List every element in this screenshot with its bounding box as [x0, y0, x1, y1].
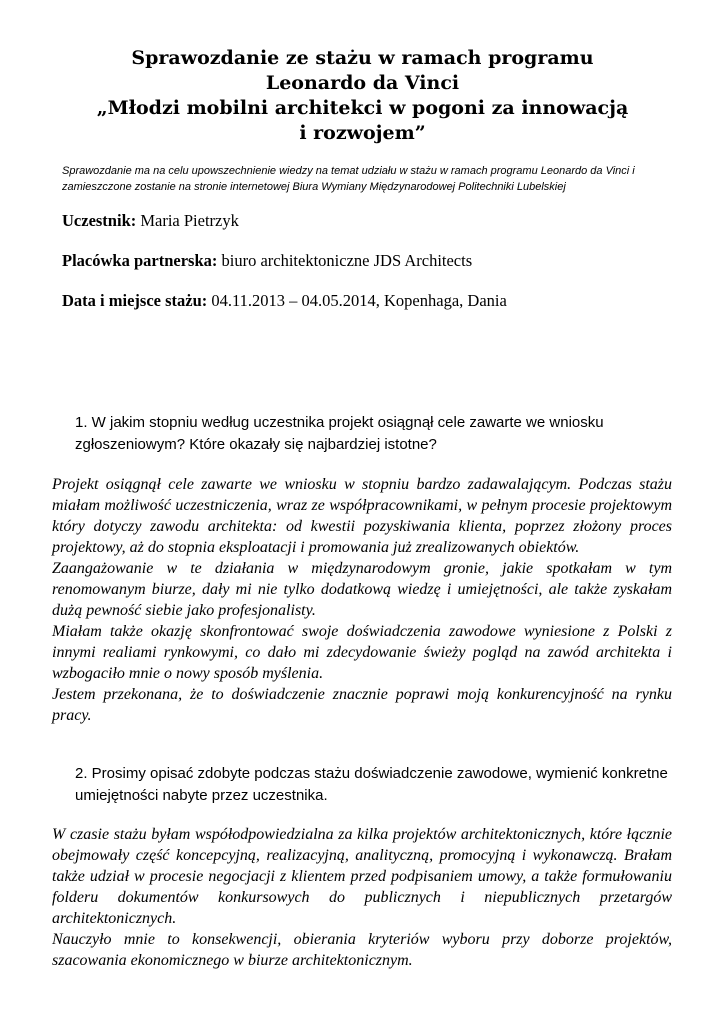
dates-value: 04.11.2013 – 04.05.2014, Kopenhaga, Dania	[207, 291, 507, 310]
answer-1-paragraph: Miałam także okazję skonfrontować swoje doświadczenia zawodowe wyniesione z Polski z innymi realiami rynkowymi, co dało mi zdecydowanie świeży pogląd na zawód architekta i wzbogaciło mnie o nowy sposób myślenia.	[52, 623, 672, 682]
answer-2	[52, 824, 672, 971]
question-2: 2. Prosimy opisać zdobyte podczas stażu doświadczenie zawodowe, wymienić konkretne umiejętności nabyte przez uczestnika.	[75, 765, 668, 804]
title-line-2: Leonardo da Vinci	[265, 72, 460, 94]
title-line-3: „Młodzi mobilni architekci w pogoni za innowacją	[96, 97, 629, 119]
answer-1-paragraph: Zaangażowanie w te działania w międzynarodowym gronie, jakie spotkałam w tym renomowanym biurze, dały mi nie tylko dodatkową wiedzę i umiejętności, ale także zyskałam dużą pewność siebie jako profesjonalisty.	[52, 560, 672, 619]
title-line-4: i rozwojem”	[299, 122, 426, 144]
title-line-1: Sprawozdanie ze stażu w ramach programu	[131, 47, 594, 69]
participant-field	[62, 211, 682, 231]
answer-1-paragraph: Projekt osiągnął cele zawarte we wniosku w stopniu bardzo zadawalającym. Podczas stażu miałam możliwość uczestniczenia, wraz ze współpracownikami, w pełnym procesie projektowym który dotyczy zawodu architekta: od kwestii pozyskiwania klienta, poprzez złożony proces projektowy, aż do stopnia eksploatacji i promowania już zrealizowanych obiektów.	[52, 476, 672, 556]
partner-label: Placówka partnerska:	[62, 251, 218, 270]
answer-2-paragraph: W czasie stażu byłam współodpowiedzialna za kilka projektów architektonicznych, które łącznie obejmowały część koncepcyjną, realizacyjną, analityczną, promocyjną i wykonawczą. Brałam także udział w procesie negocjacji z klientem przed podpisaniem umowy, a także formułowaniu folderu dokumentów konkursowych do publicznych i niepublicznych przetargów architektonicznych.	[52, 826, 672, 927]
participant-value: Maria Pietrzyk	[136, 211, 239, 230]
answer-1-paragraph: Jestem przekonana, że to doświadczenie znacznie poprawi moją konkurencyjność na rynku pracy.	[52, 686, 672, 724]
document-subtitle: Sprawozdanie ma na celu upowszechnienie wiedzy na temat udziału w stażu w ramach programu Leonardo da Vinci i zamieszczone zostanie na stronie internetowej Biura Wymiany Międzynarodowej Politechniki Lubelskiej	[62, 165, 635, 193]
participant-label: Uczestnik:	[62, 211, 137, 230]
dates-field	[62, 291, 682, 311]
partner-value: biuro architektoniczne JDS Architects	[217, 251, 473, 270]
document-title	[40, 46, 685, 146]
dates-label: Data i miejsce stażu:	[62, 291, 208, 310]
answer-1	[52, 474, 672, 726]
question-1: 1. W jakim stopniu według uczestnika projekt osiągnął cele zawarte we wniosku zgłoszeniowym? Które okazały się najbardziej istotne?	[75, 414, 604, 453]
partner-field	[62, 251, 682, 271]
answer-2-paragraph: Nauczyło mnie to konsekwencji, obierania kryteriów wyboru przy doborze projektów, szacowania ekonomicznego w biurze architektonicznym.	[52, 931, 672, 969]
